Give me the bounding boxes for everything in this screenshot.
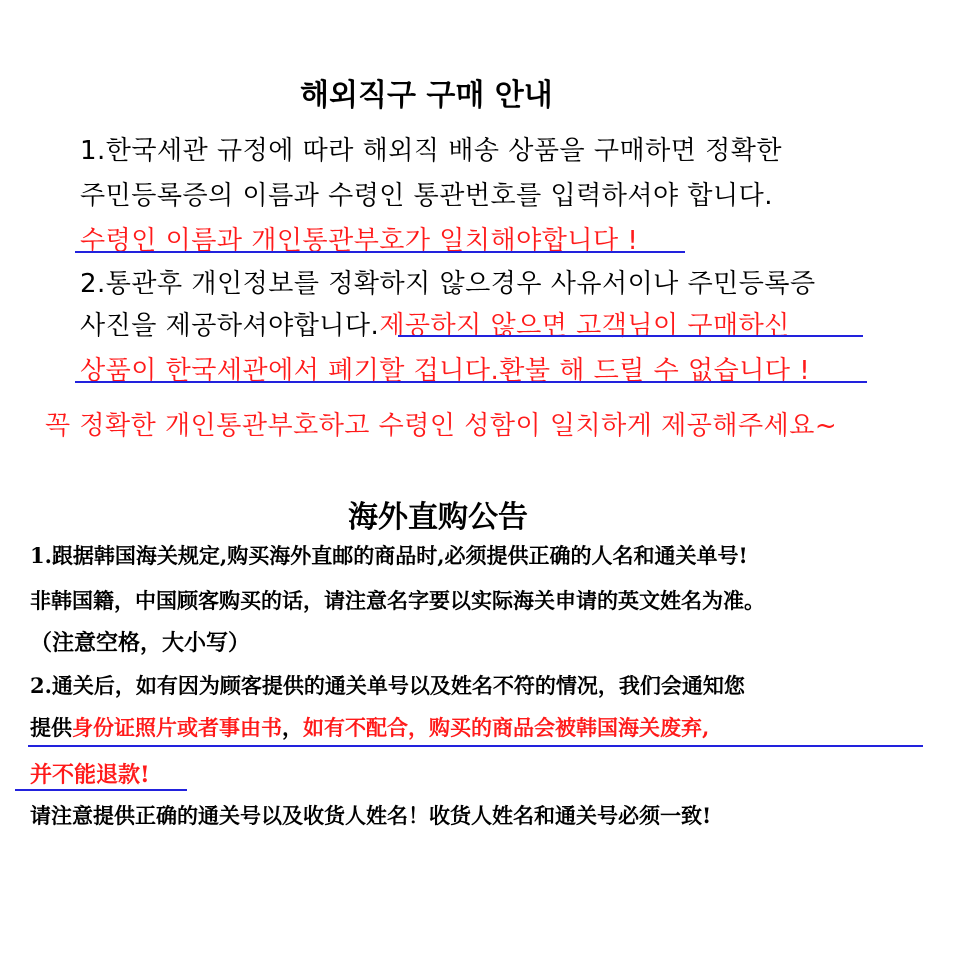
korean-line-2: 주민등록증의 이름과 수령인 통관번호를 입력하셔야 합니다. bbox=[80, 181, 773, 211]
chinese-underline-2 bbox=[15, 789, 187, 791]
korean-underline-2 bbox=[398, 335, 863, 337]
korean-line-3: 수령인 이름과 개인통관부호가 일치해야합니다 ! bbox=[80, 226, 639, 256]
korean-underline-3 bbox=[75, 381, 867, 383]
chinese-line-6: 并不能退款! bbox=[30, 762, 150, 788]
chinese-line-5-black-1: 提供 bbox=[30, 715, 72, 740]
korean-title: 해외직구 구매 안내 bbox=[300, 78, 553, 113]
korean-line-1: 1.한국세관 규정에 따라 해외직 배송 상품을 구매하면 정확한 bbox=[80, 136, 782, 166]
korean-line-5-red: 제공하지 않으면 고객님이 구매하신 bbox=[379, 311, 790, 341]
chinese-line-2: 非韩国籍，中国顾客购买的话，请注意名字要以实际海关申请的英文姓名为准。 bbox=[30, 588, 765, 613]
chinese-line-7: 请注意提供正确的通关号以及收货人姓名！收货人姓名和通关号必须一致! bbox=[30, 803, 712, 828]
chinese-line-5-black-2: ， bbox=[282, 715, 303, 740]
chinese-line-4: 2.通关后，如有因为顾客提供的通关单号以及姓名不符的情况，我们会通知您 bbox=[30, 673, 745, 698]
korean-underline-1 bbox=[75, 251, 685, 253]
chinese-line-5-red-2: 如有不配合，购买的商品会被韩国海关废弃, bbox=[303, 715, 710, 740]
chinese-title: 海外直购公告 bbox=[348, 500, 528, 535]
korean-line-6: 상품이 한국세관에서 폐기할 겁니다.환불 해 드릴 수 없습니다 ! bbox=[80, 356, 811, 386]
chinese-underline-1 bbox=[28, 745, 923, 747]
korean-line-4: 2.통관후 개인정보를 정확하지 않으경우 사유서이나 주민등록증 bbox=[80, 269, 816, 299]
korean-line-7: 꼭 정확한 개인통관부호하고 수령인 성함이 일치하게 제공해주세요~ bbox=[45, 411, 838, 441]
korean-line-5-black: 사진을 제공하셔야합니다. bbox=[80, 311, 380, 341]
chinese-line-5 bbox=[30, 712, 709, 742]
chinese-line-1: 1.跟据韩国海关规定,购买海外直邮的商品时,必须提供正确的人名和通关单号! bbox=[30, 543, 748, 568]
chinese-line-3: （注意空格，大小写） bbox=[30, 630, 251, 656]
chinese-line-5-red-1: 身份证照片或者事由书 bbox=[72, 715, 282, 740]
